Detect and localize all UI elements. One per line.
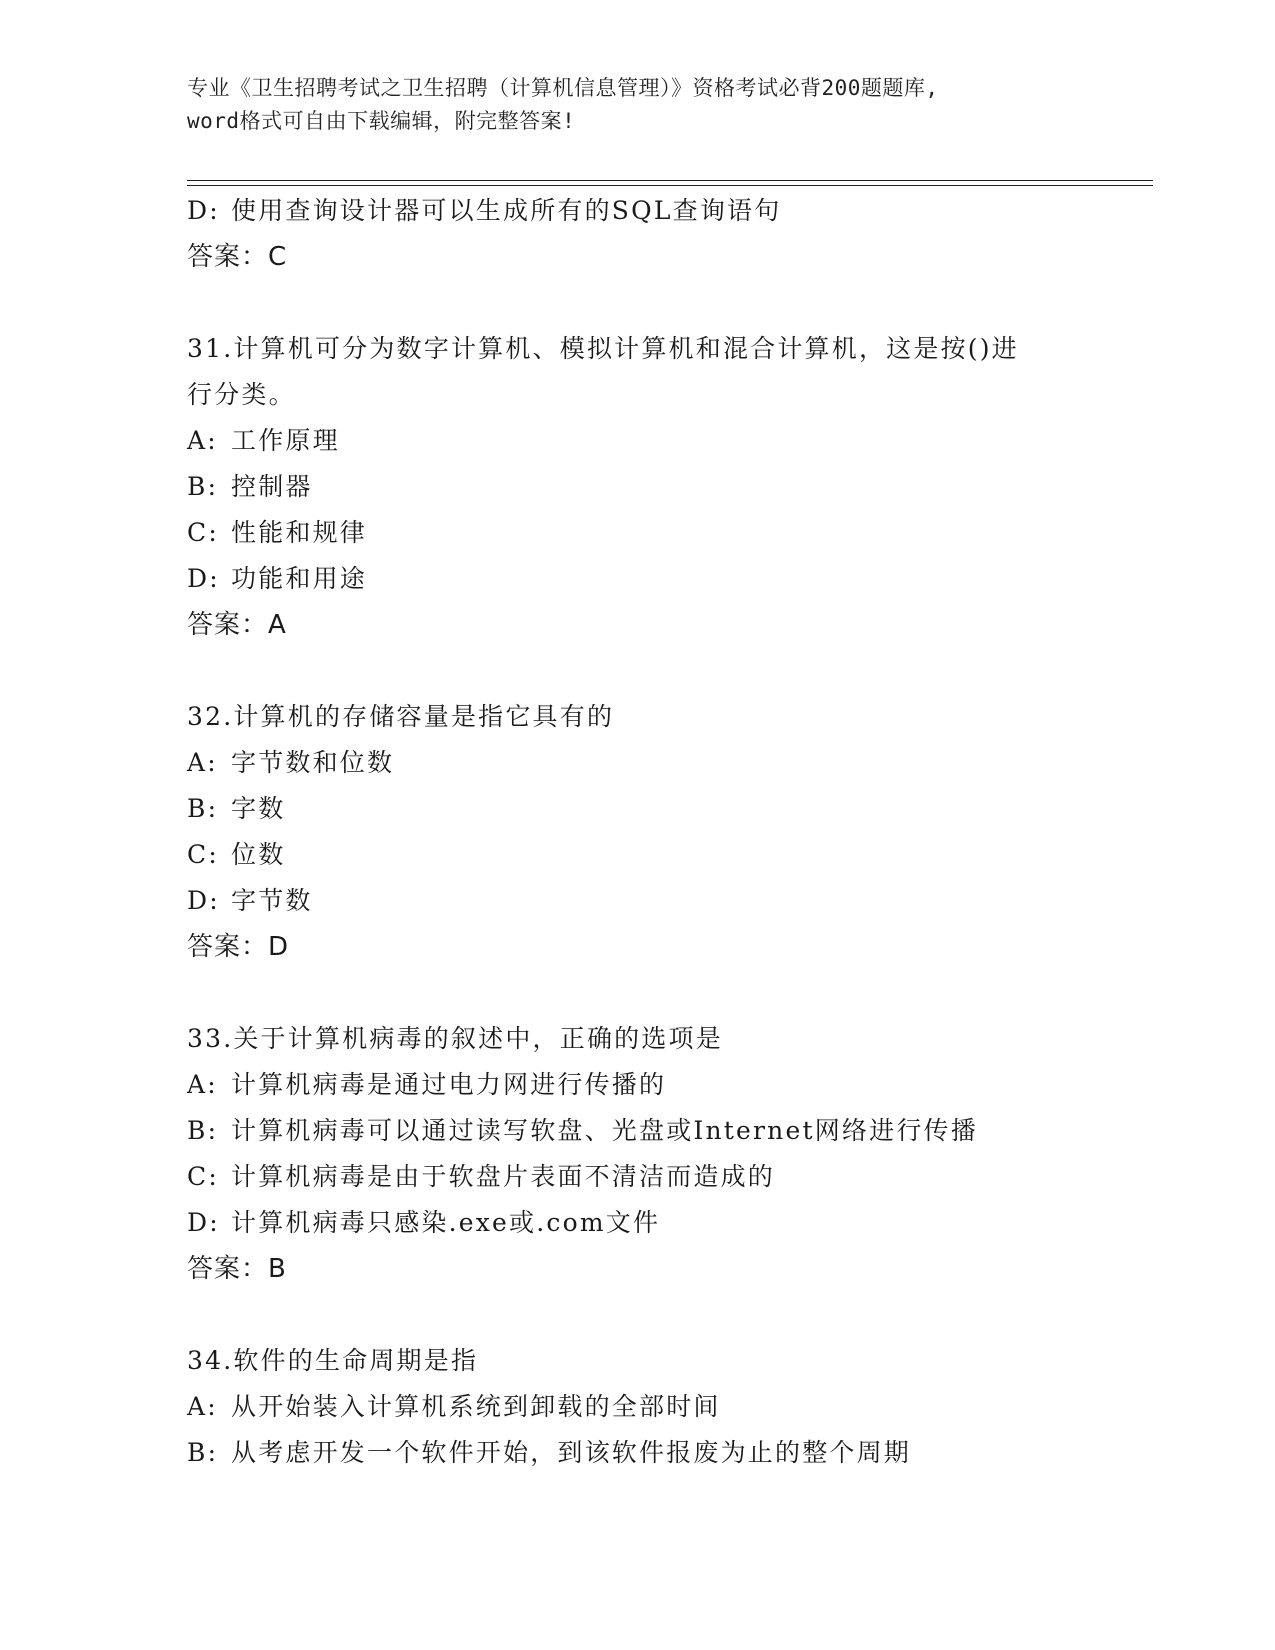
spacer [187, 970, 1087, 1016]
option-b [187, 1430, 1087, 1476]
header-divider-bottom [187, 185, 1153, 186]
spacer [187, 1292, 1087, 1338]
option-label: B: [187, 472, 219, 501]
option-a [187, 418, 1087, 464]
option-text: 使用查询设计器可以生成所有的SQL查询语句 [231, 196, 782, 225]
option-label: A: [187, 426, 218, 455]
option-label: A: [187, 748, 218, 777]
option-label: D: [187, 196, 220, 225]
question-list [187, 188, 1087, 1476]
option-c [187, 1154, 1087, 1200]
spacer [187, 648, 1087, 694]
header-line-2: word格式可自由下载编辑，附完整答案! [187, 109, 576, 133]
option-b [187, 786, 1087, 832]
question-stem: 33.关于计算机病毒的叙述中，正确的选项是 [187, 1024, 723, 1053]
option-text: 计算机病毒是由于软盘片表面不清洁而造成的 [231, 1162, 776, 1191]
option-d [187, 188, 1087, 234]
header-divider-top [187, 180, 1153, 181]
option-label: D: [187, 564, 220, 593]
option-label: B: [187, 1116, 219, 1145]
option-text: 计算机病毒可以通过读写软盘、光盘或Internet网络进行传播 [231, 1116, 978, 1145]
option-label: C: [187, 840, 219, 869]
option-a [187, 1384, 1087, 1430]
option-d [187, 556, 1087, 602]
question-stem: 34.软件的生命周期是指 [187, 1346, 479, 1375]
answer-line: 答案：C [187, 242, 288, 272]
option-label: B: [187, 794, 219, 823]
option-text: 从考虑开发一个软件开始，到该软件报废为止的整个周期 [231, 1438, 912, 1467]
answer-line: 答案：B [187, 1254, 287, 1284]
option-text: 字节数 [231, 886, 313, 915]
option-a [187, 1062, 1087, 1108]
document-header [187, 72, 1087, 138]
header-line-1: 专业《卫生招聘考试之卫生招聘（计算机信息管理）》资格考试必背200题题库, [187, 76, 939, 100]
option-d [187, 878, 1087, 924]
option-text: 计算机病毒是通过电力网进行传播的 [231, 1070, 667, 1099]
option-b [187, 464, 1087, 510]
spacer [187, 280, 1087, 326]
answer-line: 答案：D [187, 932, 290, 962]
option-b [187, 1108, 1087, 1154]
option-text: 工作原理 [231, 426, 340, 455]
option-text: 控制器 [231, 472, 313, 501]
option-text: 位数 [231, 840, 286, 869]
question-stem: 32.计算机的存储容量是指它具有的 [187, 702, 615, 731]
option-text: 字数 [231, 794, 286, 823]
option-label: D: [187, 1208, 220, 1237]
option-label: C: [187, 518, 219, 547]
option-text: 功能和用途 [231, 564, 368, 593]
option-d [187, 1200, 1087, 1246]
option-c [187, 832, 1087, 878]
question-stem: 31.计算机可分为数字计算机、模拟计算机和混合计算机，这是按()进 [187, 334, 1019, 363]
option-text: 从开始装入计算机系统到卸载的全部时间 [231, 1392, 721, 1421]
option-label: B: [187, 1438, 219, 1467]
option-label: D: [187, 886, 220, 915]
option-text: 计算机病毒只感染.exe或.com文件 [231, 1208, 661, 1237]
option-c [187, 510, 1087, 556]
option-a [187, 740, 1087, 786]
option-label: A: [187, 1392, 218, 1421]
option-label: A: [187, 1070, 218, 1099]
option-text: 性能和规律 [231, 518, 368, 547]
option-label: C: [187, 1162, 219, 1191]
question-stem-continued: 行分类。 [187, 380, 296, 409]
answer-line: 答案：A [187, 610, 287, 640]
option-text: 字节数和位数 [231, 748, 395, 777]
